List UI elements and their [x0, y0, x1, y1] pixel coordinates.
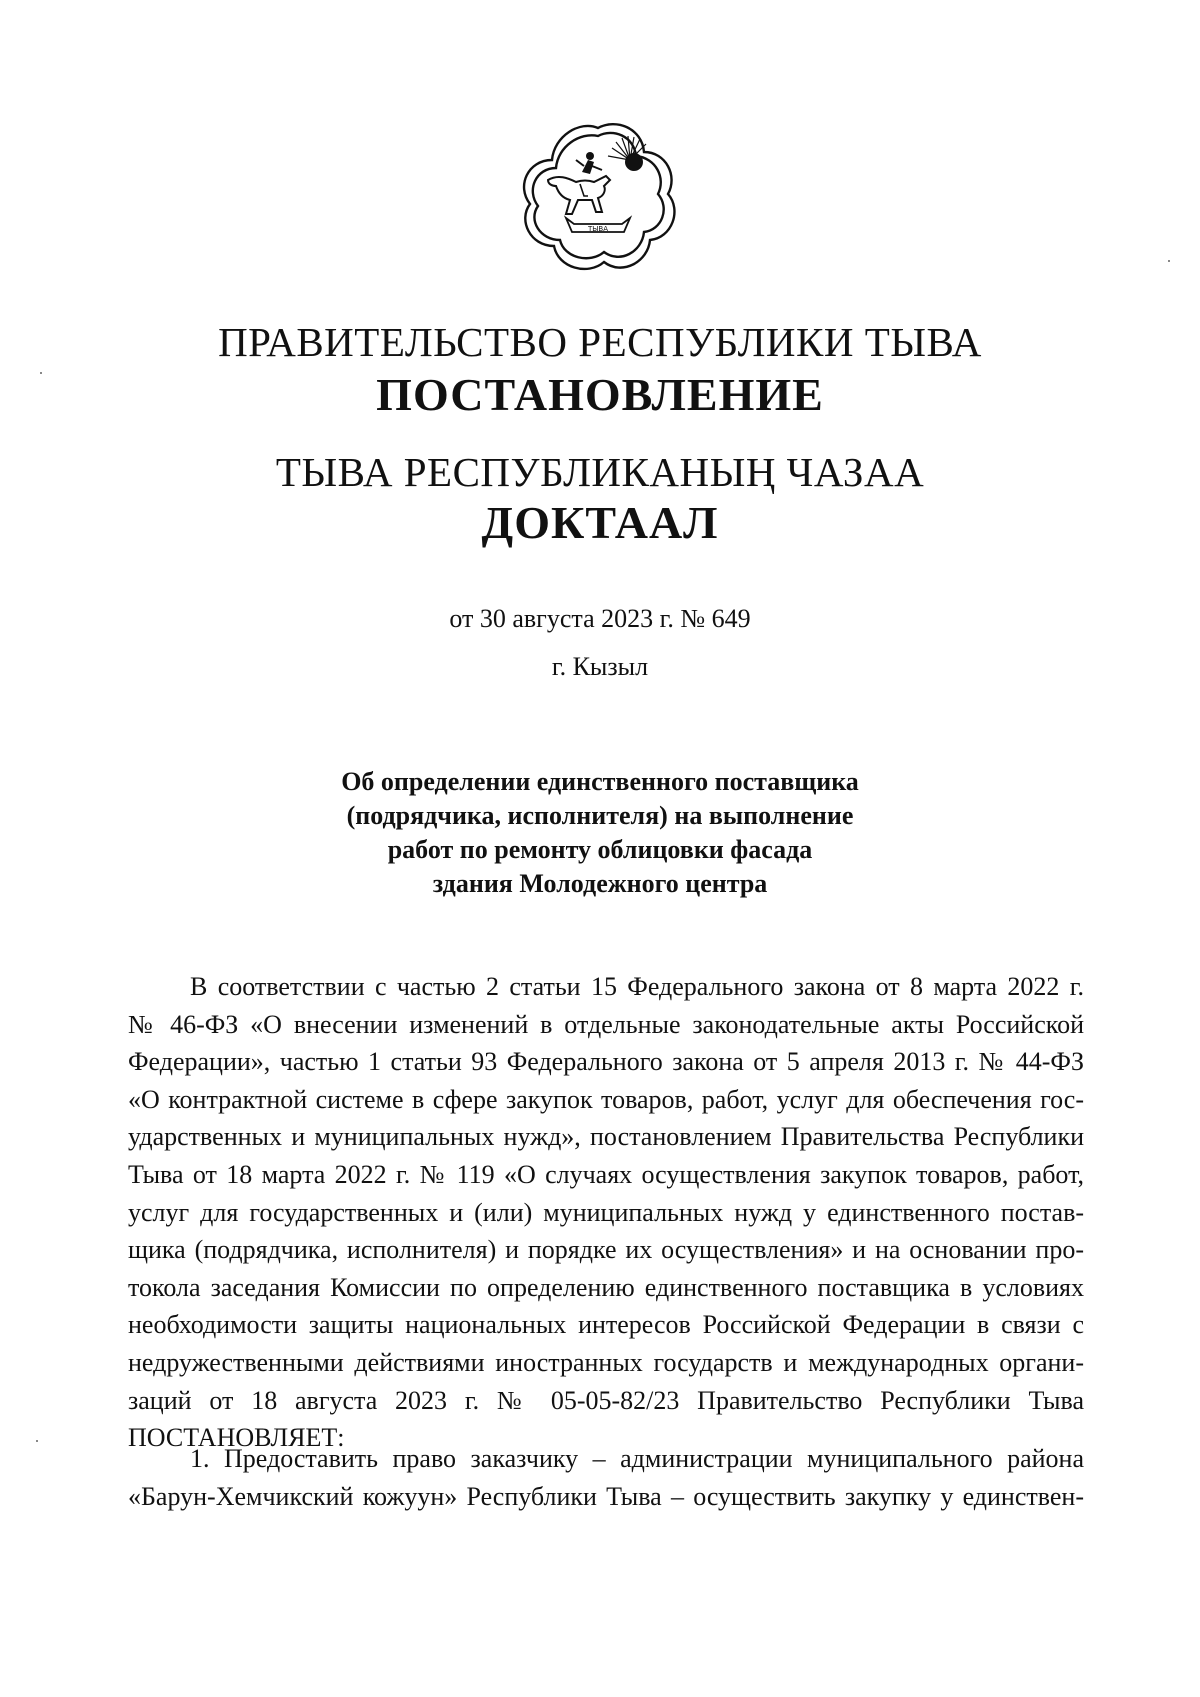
government-title-tyv: ТЫВА РЕСПУБЛИКАНЫҢ ЧАЗАА: [275, 449, 925, 495]
clause-paragraph: [128, 1440, 1084, 1515]
paragraph-line: щика (подрядчика, исполнителя) и порядке их осуществления» и на основании про-: [128, 1235, 1084, 1265]
subject-line: работ по ремонту облицовки фасада: [387, 835, 813, 864]
scan-speck: [1168, 260, 1170, 262]
decree-date-number: от 30 августа 2023 г. № 649: [449, 604, 751, 633]
scan-speck: [40, 372, 42, 374]
scan-speck: [36, 1440, 38, 1442]
tuva-coat-of-arms-icon: [518, 120, 678, 275]
paragraph-line: Федерации», частью 1 статьи 93 Федерального закона от 5 апреля 2013 г. № 44-ФЗ: [128, 1047, 1084, 1077]
government-title-ru: ПРАВИТЕЛЬСТВО РЕСПУБЛИКИ ТЫВА: [218, 319, 982, 365]
paragraph-line: необходимости защиты национальных интересов Российской Федерации в связи с: [128, 1310, 1084, 1340]
decree-title-ru: ПОСТАНОВЛЕНИЕ: [376, 369, 824, 420]
decree-title-tyv: ДОКТААЛ: [481, 497, 719, 548]
paragraph-line: заций от 18 августа 2023 г. № 05-05-82/23 Правительство Республики Тыва: [128, 1385, 1084, 1415]
decree-city: г. Кызыл: [551, 652, 649, 681]
svg-text:ТЫВА: ТЫВА: [587, 225, 609, 233]
subject-line: здания Молодежного центра: [432, 869, 768, 898]
decree-subject: [300, 765, 900, 901]
preamble-paragraph: [128, 968, 1084, 1457]
paragraph-line: Тыва от 18 марта 2022 г. № 119 «О случаях осуществления закупок товаров, работ,: [128, 1159, 1084, 1189]
paragraph-line: услуг для государственных и (или) муниципальных нужд у единственного постав-: [128, 1197, 1084, 1227]
paragraph-line: 1. Предоставить право заказчику – администрации муниципального района: [190, 1444, 1084, 1473]
paragraph-line: № 46-ФЗ «О внесении изменений в отдельные законодательные акты Российской: [128, 1009, 1084, 1039]
paragraph-line: «Барун-Хемчикский кожуун» Республики Тыва – осуществить закупку у единствен-: [128, 1481, 1084, 1511]
subject-line: (подрядчика, исполнителя) на выполнение: [346, 801, 854, 830]
subject-line: Об определении единственного поставщика: [341, 767, 859, 796]
paragraph-line: «О контрактной системе в сфере закупок товаров, работ, услуг для обеспечения гос-: [128, 1084, 1084, 1114]
paragraph-line: ПОСТАНОВЛЯЕТ:: [128, 1423, 345, 1453]
paragraph-line: ударственных и муниципальных нужд», постановлением Правительства Республики: [128, 1122, 1084, 1152]
paragraph-line: токола заседания Комиссии по определению единственного поставщика в условиях: [128, 1272, 1084, 1302]
paragraph-line: недружественными действиями иностранных государств и международных органи-: [128, 1347, 1084, 1377]
paragraph-line: В соответствии с частью 2 статьи 15 Федерального закона от 8 марта 2022 г.: [190, 972, 1084, 1001]
